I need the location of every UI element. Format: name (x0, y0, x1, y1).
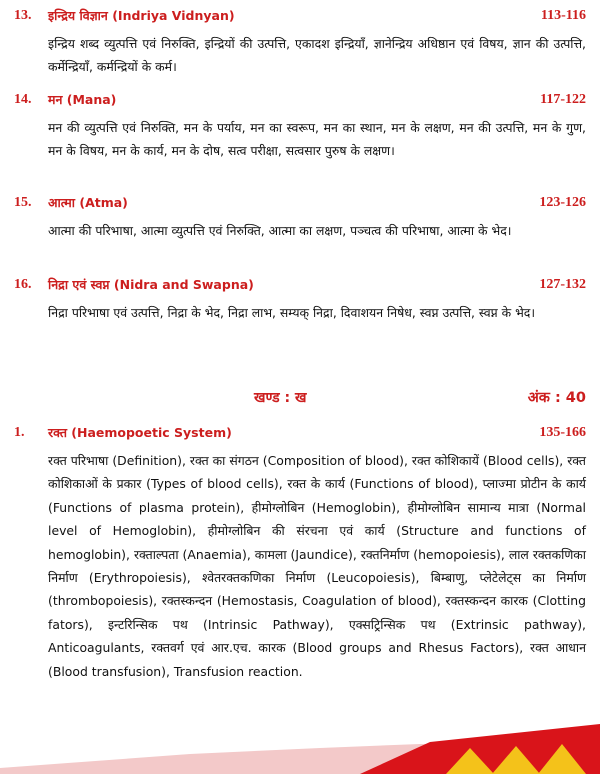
entry-page-range: 135-166 (539, 425, 586, 440)
section-marks: अंक : 40 (527, 390, 586, 406)
footer-yellow-diamond (538, 744, 586, 774)
contents-entry-14 (14, 90, 586, 163)
entry-title: मन (Mana) (48, 92, 117, 107)
footer-red-band (360, 724, 600, 774)
entry-description: आत्मा की परिभाषा, आत्मा व्युत्पत्ति एवं निरुक्ति, आत्मा का लक्षण, पञ्चत्व की परिभाषा, आत्मा के भेद। (48, 223, 512, 238)
entry-description: निद्रा परिभाषा एवं उत्पत्ति, निद्रा के भेद, निद्रा लाभ, सम्यक् निद्रा, दिवाशयन निषेध, स्वप्न उत्पत्ति, स्वप्न के भेद। (48, 305, 536, 320)
entry-heading (14, 275, 586, 297)
entry-page-range: 113-116 (540, 8, 586, 23)
entry-number: 16. (14, 277, 32, 292)
section-heading (14, 386, 586, 410)
entry-page-range: 117-122 (540, 92, 586, 107)
entry-description: रक्त परिभाषा (Definition), रक्त का संगठन (Composition of blood), रक्त कोशिकायें (Blood cells), रक्त कोशिकाओं के प्रकार (Types of blood cells), रक्त के कार्य (Functions of blood), प्लाज्मा प्रोटीन के कार्य (Functions of plasma protein), हीमोग्लोबिन (Hemoglobin), हीमोग्लोबिन सामान्य मात्रा (Normal level of Hemoglobin), हीमोग्लोबिन की संरचना एवं कार्य (Structure and functions of hemoglobin), रक्ताल्पता (Anaemia), कामला (Jaundice), रक्तनिर्माण (hemopoiesis), लाल रक्तकणिका निर्माण (Erythropoiesis), श्वेतरक्तकणिका निर्माण (Leucopoiesis), बिम्बाणु, प्लेटेलेट्स का निर्माण (thrombopoiesis), रक्तस्कन्दन (Hemostasis, Coagulation of blood), रक्तस्कन्दन कारक (Clotting fators), इन्टरिन्सिक पथ (Intrinsic Pathway), एक्सट्रिन्सिक पथ (Extrinsic pathway), Anticoagulants, रक्तवर्ग एवं आर.एच. कारक (Blood groups and Rhesus Factors), रक्त आधान (Blood transfusion), Transfusion reaction. (48, 453, 586, 679)
entry-heading (14, 90, 586, 112)
footer-pink-band (0, 742, 600, 774)
contents-entry-section-1 (14, 423, 586, 683)
footer-yellow-diamond (492, 746, 540, 774)
entry-title: रक्त (Haemopoetic System) (48, 425, 232, 440)
contents-entry-15 (14, 193, 586, 242)
entry-heading (14, 423, 586, 445)
section-name: खण्ड : ख (254, 390, 307, 406)
entry-heading (14, 6, 586, 28)
entry-title: इन्द्रिय विज्ञान (Indriya Vidnyan) (48, 8, 235, 23)
entry-number: 13. (14, 8, 32, 23)
entry-number: 15. (14, 195, 32, 210)
entry-heading (14, 193, 586, 215)
entry-number: 14. (14, 92, 32, 107)
entry-description: मन की व्युत्पत्ति एवं निरुक्ति, मन के पर्याय, मन का स्वरूप, मन का स्थान, मन के लक्षण, मन की उत्पत्ति, मन के गुण, मन के विषय, मन के कार्य, मन के दोष, सत्व परीक्षा, सत्वसार पुरुष के लक्षण। (48, 120, 586, 159)
footer-yellow-diamond (446, 748, 494, 774)
contents-entry-16 (14, 275, 586, 324)
entry-title: निद्रा एवं स्वप्न (Nidra and Swapna) (48, 277, 254, 292)
entry-number: 1. (14, 425, 25, 440)
entry-description: इन्द्रिय शब्द व्युत्पत्ति एवं निरुक्ति, इन्द्रियों की उत्पत्ति, एकादश इन्द्रियाँ, ज्ञानेन्द्रिय अधिष्ठान एवं विषय, ज्ञान की उत्पत्ति, कर्मेन्द्रियाँ, कर्मन्द्रियों के कर्म। (48, 36, 586, 75)
entry-title: आत्मा (Atma) (48, 195, 128, 210)
entry-page-range: 123-126 (539, 195, 586, 210)
contents-entry-13 (14, 6, 586, 79)
entry-page-range: 127-132 (539, 277, 586, 292)
